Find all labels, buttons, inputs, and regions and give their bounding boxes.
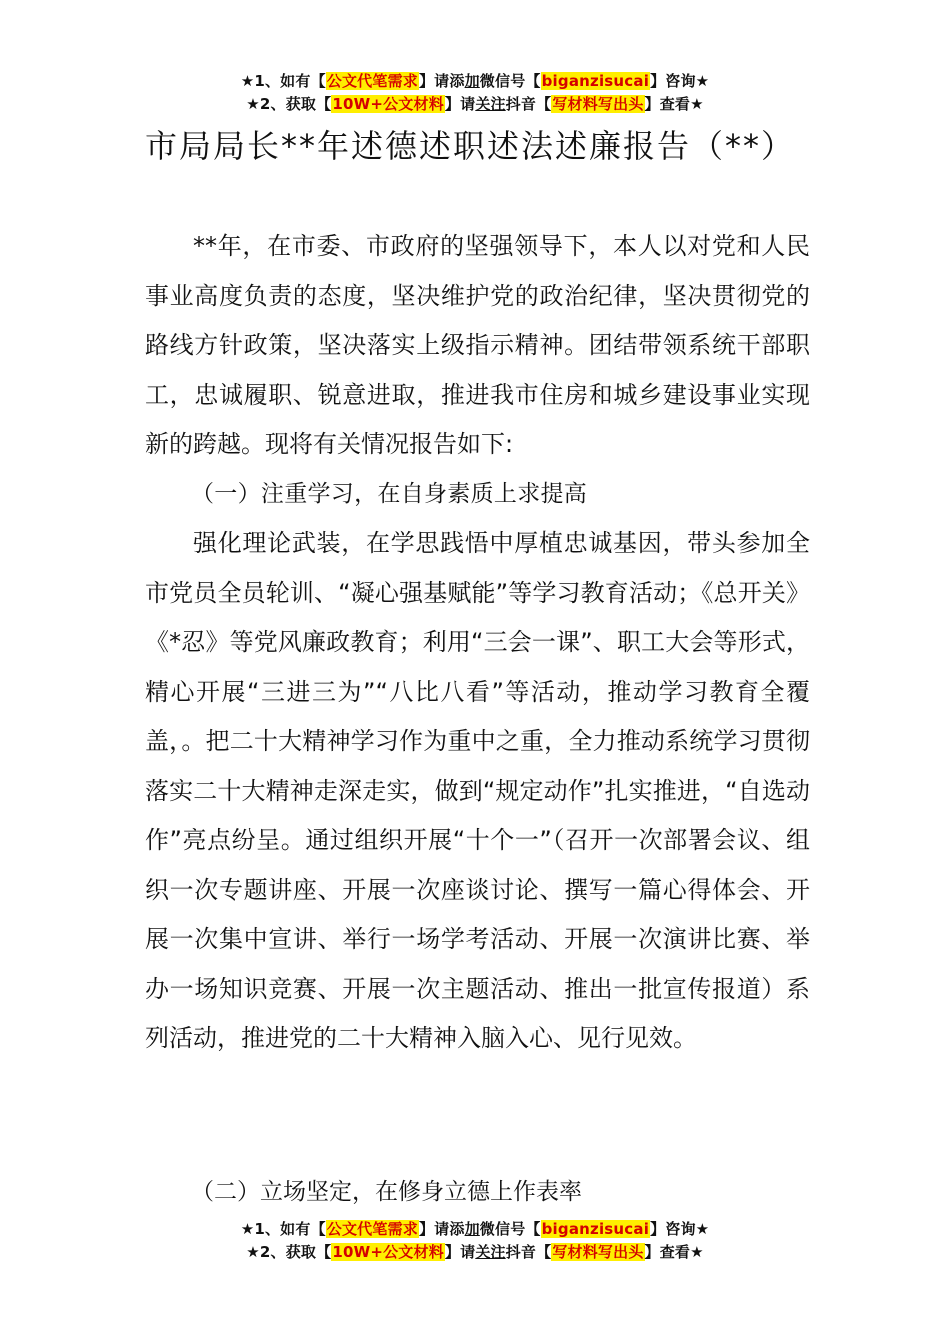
section-heading-2: （二）立场坚定，在修身立德上作表率: [191, 1179, 582, 1205]
notice-text: 】咨询★: [650, 72, 710, 90]
section-heading-1: （一）注重学习，在自身素质上求提高: [191, 480, 588, 507]
document-body: [145, 222, 810, 1064]
notice-text: ★2、获取【: [246, 95, 332, 113]
notice-line-1: [0, 1218, 950, 1241]
section-1-paragraph: 强化理论武装，在学思践悟中厚植忠诚基因，带头参加全市党员全员轮训、“凝心强基赋能”等学习教育活动；《总开关》《*忍》等党风廉政教育；利用“三会一课”、职工大会等形式，精心开展“三进三为”“八比八看”等活动，推动学习教育全覆盖，。把二十大精神学习作为重中之重，全力推动系统学习贯彻落实二十大精神走深走实，做到“规定动作”扎实推进，“自选动作”亮点纷呈。通过组织开展“十个一”（召开一次部署会议、组织一次专题讲座、开展一次座谈讨论、撰写一篇心得体会、开展一次集中宣讲、举行一场学考活动、开展一次演讲比赛、举办一场知识竞赛、开展一次主题活动、推出一批宣传报道）系列活动，推进党的二十大精神入脑入心、见行见效。: [145, 529, 810, 1052]
intro-paragraph: **年，在市委、市政府的坚强领导下，本人以对党和人民事业高度负责的态度，坚决维护党的政治纪律，坚决贯彻党的路线方针政策，坚决落实上级指示精神。团结带领系统干部职工，忠诚履职、锐意进取，推进我市住房和城乡建设事业实现新的跨越。现将有关情况报告如下:: [145, 232, 810, 458]
notice-underlined-text: 关注: [475, 1243, 506, 1261]
notice-text: 】咨询★: [650, 1220, 710, 1238]
notice-text: ★1、如有【: [240, 1220, 326, 1238]
notice-highlight: 10W+公文材料: [332, 95, 444, 113]
notice-text: ★1、如有【: [240, 72, 326, 90]
notice-highlight: biganzisucai: [541, 1220, 650, 1238]
notice-line-2: [0, 1241, 950, 1264]
notice-underlined-text: 加: [464, 1220, 480, 1238]
notice-text: 】查看★: [644, 95, 704, 113]
notice-text: 】请添: [418, 72, 465, 90]
document-title: 市局局长**年述德述职述法述廉报告（**）: [145, 127, 796, 165]
notice-underlined-text: 加: [464, 72, 480, 90]
notice-text: 微信号【: [479, 1220, 541, 1238]
notice-highlight: 公文代笔需求: [326, 72, 418, 90]
notice-text: 微信号【: [479, 72, 541, 90]
notice-underlined-text: 关注: [475, 95, 506, 113]
notice-highlight: 10W+公文材料: [332, 1243, 444, 1261]
notice-highlight: 写材料写出头: [552, 1243, 644, 1261]
notice-line-2: [0, 93, 950, 116]
notice-text: 抖音【: [505, 1243, 552, 1261]
notice-text: 】请添: [418, 1220, 465, 1238]
notice-highlight: 写材料写出头: [552, 95, 644, 113]
notice-text: 】请: [444, 1243, 476, 1261]
notice-highlight: 公文代笔需求: [326, 1220, 418, 1238]
notice-text: 】查看★: [644, 1243, 704, 1261]
notice-text: ★2、获取【: [246, 1243, 332, 1261]
header-notice-banner: [0, 70, 950, 116]
notice-text: 】请: [444, 95, 476, 113]
notice-text: 抖音【: [505, 95, 552, 113]
notice-highlight: biganzisucai: [541, 72, 650, 90]
footer-notice-banner: [0, 1218, 950, 1264]
notice-line-1: [0, 70, 950, 93]
